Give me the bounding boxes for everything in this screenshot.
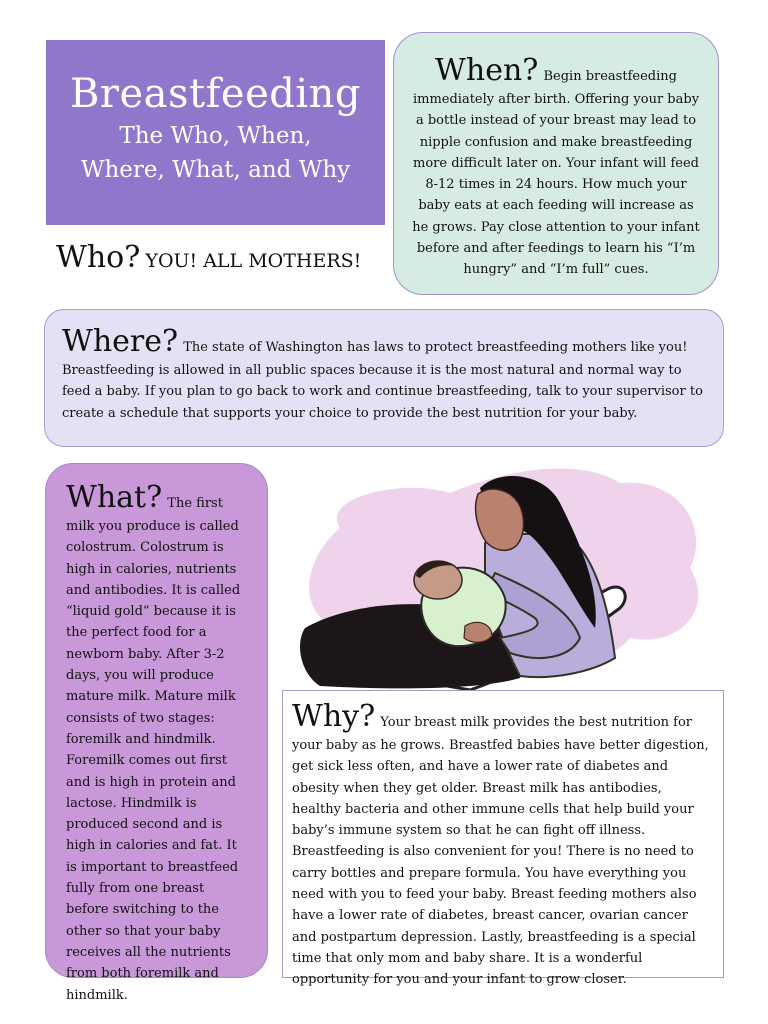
what-heading: What? [66,480,163,515]
title-banner [46,40,385,225]
where-heading: Where? [62,324,179,359]
breastfeeding-mother-illustration [280,458,720,690]
page-subtitle-line-1: The Who, When, [119,123,312,149]
why-text: Your breast milk provides the best nutrition for your baby as he grows. Breastfed babies have better digestion, get sick less often, and have a lower rate of diabetes and obesity when they get older. Breast milk has antibodies, healthy bacteria and other immune cells that help build your baby’s immune system so that he can fight off illness. Breastfeeding is also convenient for you! There is no need to carry bottles and prepare formula. You have everything you need with you to feed your baby. Breast feeding mothers also have a lower rate of diabetes, breast cancer, ovarian cancer and postpartum depression. Lastly, breastfeeding is a special time that only mom and baby share. It is a wonderful opportunity for you and your infant to grow closer. [292,715,709,988]
when-heading: When? [435,53,539,88]
who-heading: Who? [56,240,141,275]
what-text: The first milk you produce is called colostrum. Colostrum is high in calories, nutrients and antibodies. It is called “liquid gold” because it is the perfect food for a newborn baby. After 3-2 days, you will produce mature milk. Mature milk consists of two stages: foremilk and hindmilk. Foremilk comes out first and is high in protein and lactose. Hindmilk is produced second and is high in calories and fat. It is important to breastfeed fully from one breast before switching to the other so that your baby receives all the nutrients from both foremilk and hindmilk. [66,496,241,1003]
where-section [44,309,724,447]
why-section [282,690,724,988]
why-heading: Why? [292,699,376,734]
what-section [45,463,268,1003]
when-text: Begin breastfeeding immediately after birth. Offering your baby a bottle instead of your breast may lead to nipple confusion and make breastfeeding more difficult later on. Your infant will feed 8-12 times in 24 hours. How much your baby eats at each feeding will increase as he grows. Pay close attention to your infant before and after feedings to learn his “I’m hungry” and “I’m full” cues. [412,69,700,278]
where-text: The state of Washington has laws to protect breastfeeding mothers like you! Breastfeeding is allowed in all public spaces because it is the most natural and normal way to feed a baby. If you plan to go back to work and continue breastfeeding, talk to your supervisor to create a schedule that supports your choice to provide the best nutrition for your baby. [62,340,703,421]
page-subtitle-line-2: Where, What, and Why [80,157,351,183]
when-section [393,32,719,295]
who-text: YOU! ALL MOTHERS! [145,250,362,272]
who-section [56,240,361,275]
page-title: Breastfeeding [69,71,362,117]
